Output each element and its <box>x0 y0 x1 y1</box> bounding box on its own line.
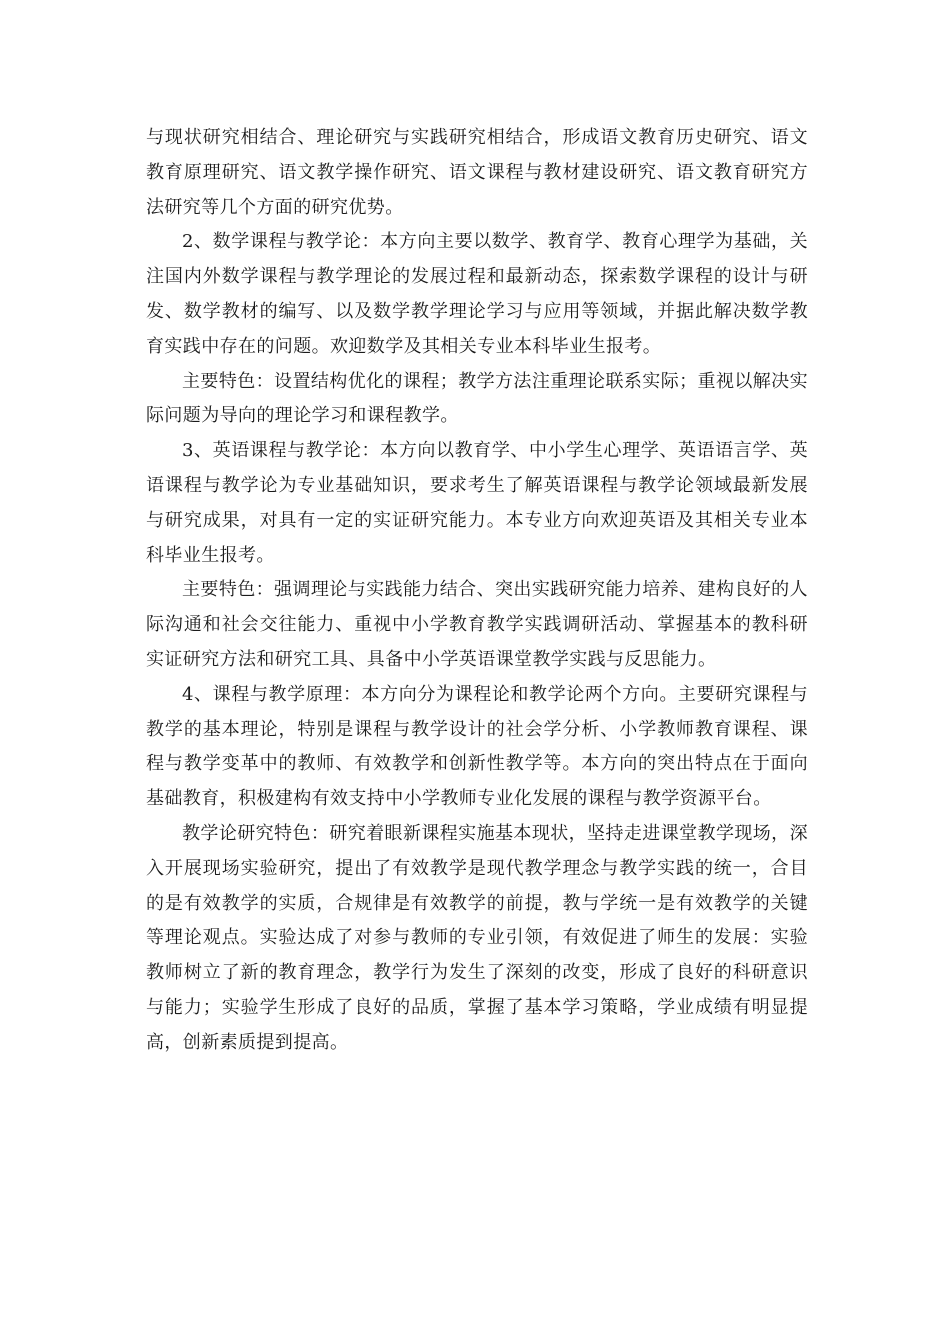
paragraph-curriculum-principles: 4、课程与教学原理：本方向分为课程论和教学论两个方向。主要研究课程与教学的基本理论，特别是课程与教学设计的社会学分析、小学教师教育课程、课程与教学变革中的教师、有效教学和创新性教学等。本方向的突出特点在于面向基础教育，积极建构有效支持中小学教师专业化发展的课程与教学资源平台。 <box>146 683 808 810</box>
paragraph-english-curriculum: 3、英语课程与教学论：本方向以教育学、中小学生心理学、英语语言学、英语课程与教学论为专业基础知识，要求考生了解英语课程与教学论领域最新发展与研究成果，对具有一定的实证研究能力。本专业方向欢迎英语及其相关专业本科毕业生报考。 <box>146 440 808 566</box>
paragraph-continuation: 与现状研究相结合、理论研究与实践研究相结合，形成语文教育历史研究、语文教育原理研究、语文教学操作研究、语文课程与教材建设研究、语文教育研究方法研究等几个方面的研究优势。 <box>146 127 808 218</box>
paragraph-math-features: 主要特色：设置结构优化的课程；教学方法注重理论联系实际；重视以解决实际问题为导向的理论学习和课程教学。 <box>146 370 808 427</box>
paragraph-math-curriculum: 2、数学课程与教学论：本方向主要以数学、教育学、教育心理学为基础，关注国内外数学课程与教学理论的发展过程和最新动态，探索数学课程的设计与研发、数学教材的编写、以及数学教学理论学习与应用等领域，并据此解决数学教育实践中存在的问题。欢迎数学及其相关专业本科毕业生报考。 <box>146 231 808 357</box>
document-body <box>146 121 808 1061</box>
paragraph-english-features: 主要特色：强调理论与实践能力结合、突出实践研究能力培养、建构良好的人际沟通和社会交往能力、重视中小学教育教学实践调研活动、掌握基本的教科研实证研究方法和研究工具、具备中小学英语课堂教学实践与反思能力。 <box>146 579 808 670</box>
paragraph-pedagogy-features: 教学论研究特色：研究着眼新课程实施基本现状，坚持走进课堂教学现场，深入开展现场实验研究，提出了有效教学是现代教学理念与教学实践的统一，合目的是有效教学的实质，合规律是有效教学的前提，教与学统一是有效教学的关键等理论观点。实验达成了对参与教师的专业引领，有效促进了师生的发展：实验教师树立了新的教育理念，教学行为发生了深刻的改变，形成了良好的科研意识与能力；实验学生形成了良好的品质，掌握了基本学习策略，学业成绩有明显提高，创新素质提到提高。 <box>146 822 808 1053</box>
